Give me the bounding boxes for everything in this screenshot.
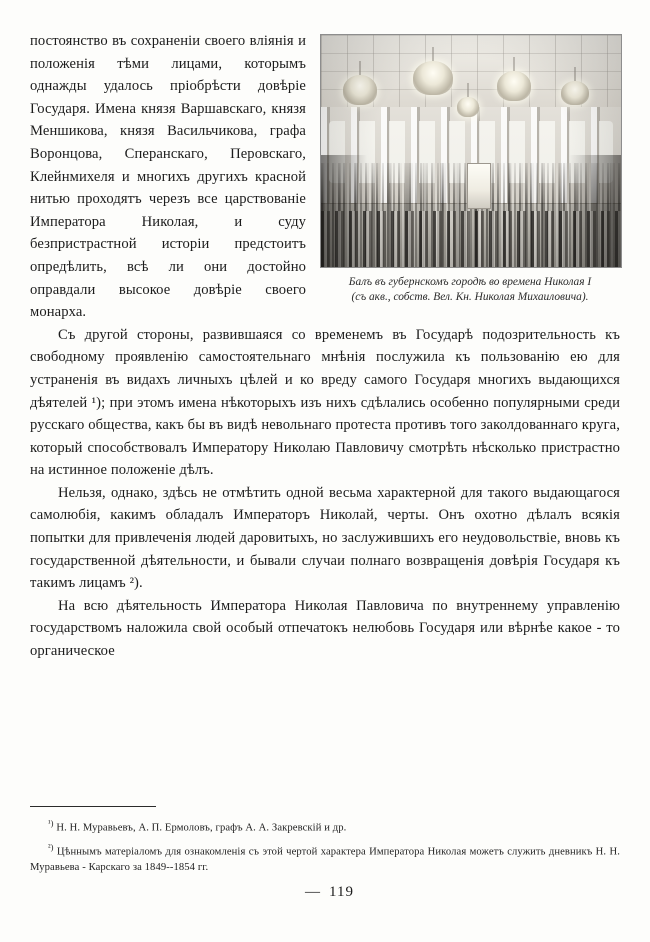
footnote-1 [30,815,620,837]
figure-ball-engraving [320,34,620,305]
paragraph-2-block [30,324,620,482]
page-number-area [0,884,650,901]
footnote-2 [30,839,620,877]
footnote-divider [30,806,156,807]
paragraph-2: Съ другой стороны, развившаяся со временемъ въ Государѣ подозрительность къ свободному проявленiю самостоятельнаго мнѣнiя послужила къ пользованiю ею для устраненiя въ видахъ личныхъ цѣлей и ко вреду самого Государя многихъ выдающихся дѣятелей ¹); при этомъ имена нѣкоторыхъ изъ нихъ сдѣлались особенно популярными среди русскаго общества, какъ бы въ видѣ невольнаго протеста противъ того заколдованнаго круга, который способствовалъ Императору Николаю Павловичу смотрѣть нѣсколько пристрастно на истинное положенiе дѣлъ. [30,326,620,479]
paragraph-4: На всю дѣятельность Императора Николая Павловича по внутреннему управленiю государствомъ наложила свой особый отпечатокъ нелюбовь Государя или вѣрнѣе какое - то органическое [30,597,620,660]
paragraph-3-block [30,482,620,595]
engraving-image [320,34,622,268]
footnote-2-marker: ²) [48,841,54,852]
footnote-1-text: Н. Н. Муравьевъ, А. П. Ермоловъ, графъ А. А. Закревскiй и др. [56,822,347,834]
paragraph-1: постоянство въ сохраненiи своего влiянiя и положенiя тѣми лицами, которымъ однажды удалось прiобрѣсти довѣрiе Государя. Имена князя Варшавскаго, князя Меншикова, князя Васильчикова, графа Воронцова, Сперанскаго, Перовскаго, Клейнмихеля и многихъ другихъ красной нитью проходятъ черезъ все царствованiе Императора Николая, и суду безпристрастной исторiи предстоитъ опредѣлить, всѣ ли они достойно оправдали высокое довѣрiе своего монарха. [30,33,306,321]
footnote-1-marker: ¹) [48,818,54,828]
page-number: 119 [329,884,354,900]
folio-dash-left: — [305,884,321,900]
vignette [321,35,621,267]
text-column [30,30,620,663]
figure-caption-line2: (съ акв., собств. Вел. Кн. Николая Михаиловича). [351,291,589,303]
figure-caption [320,275,620,305]
paragraph-4-block [30,595,620,663]
paragraph-3: Нельзя, однако, здѣсь не отмѣтить одной весьма характерной для такого выдающагося самолюбiя, какимъ обладалъ Императоръ Николай, черты. Онъ охотно дѣлалъ всякiя попытки для привлеченiя людей даровитыхъ, но заслужившихъ его неудовольствiе, вновь къ государственной дѣятельности, и бывали случаи полнаго возвращенiя довѣрiя Государя къ такимъ лицамъ ²). [30,484,620,592]
footnote-section [30,806,620,878]
engraving-artwork [321,35,621,267]
footnote-2-text: Цѣннымъ матерiаломъ для ознакомленiя съ этой чертой характера Императора Николая можетъ служить дневникъ Н. Н. Муравьева - Карскаго за 1849--1854 гг. [30,846,620,874]
figure-caption-line1: Балъ въ губернскомъ городѣ во времена Николая I [348,276,592,288]
